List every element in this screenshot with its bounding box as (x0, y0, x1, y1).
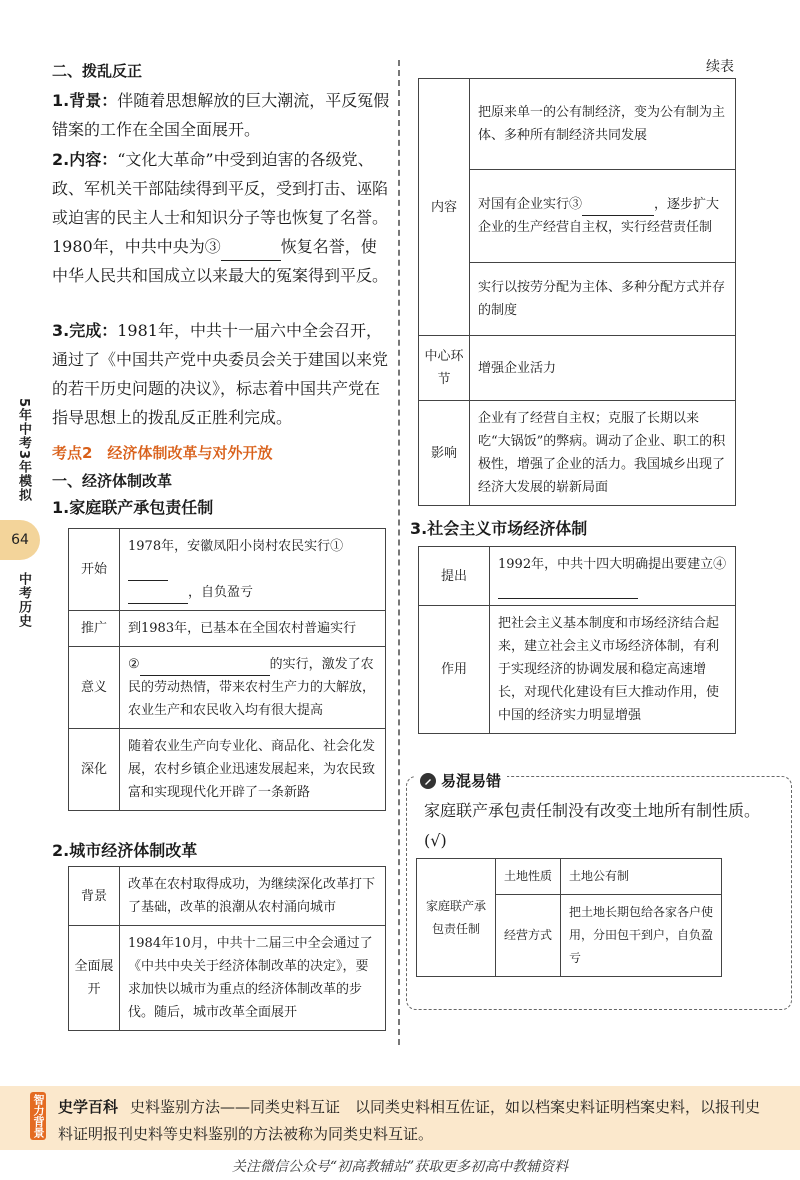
book-title-vertical: 5年中考3年模拟 (16, 398, 31, 503)
item-text: 恢复名誉，使中华人民共和国成立以来最大的冤案得到平反。 (52, 237, 389, 285)
cell-key: 土地性质 (496, 859, 561, 895)
row-label: 作用 (419, 606, 490, 734)
row-label: 影响 (419, 401, 470, 506)
subheading-economic-reform: 一、经济体制改革 (52, 472, 173, 490)
row-value: 对国有企业实行③ ，逐步扩大企业的生产经营自主权，实行经营责任制 (470, 170, 736, 263)
footer-tag: 智力背景 (32, 1094, 45, 1138)
cell-key: 经营方式 (496, 895, 561, 977)
fill-blank-1a[interactable] (128, 562, 168, 581)
row-label: 深化 (69, 729, 120, 811)
subheading-urban-reform: 2.城市经济体制改革 (52, 841, 198, 860)
column-divider (398, 60, 400, 1045)
row-value: ② 的实行，激发了农民的劳动热情，带来农村生产力的大解放，农业生产和农民收入均有很大提高 (120, 647, 386, 729)
subject-vertical: 中考历史 (16, 572, 31, 628)
item-content (52, 145, 390, 290)
fill-blank-3b[interactable] (582, 197, 654, 216)
footer-label: 史学百科 (58, 1098, 119, 1116)
table-urban-content (418, 78, 736, 506)
kaodian-heading: 考点2 经济体制改革与对外开放 (52, 444, 273, 462)
table-row (69, 529, 386, 611)
row-label: 背景 (69, 867, 120, 926)
fill-blank-4[interactable] (498, 580, 638, 599)
table-row (419, 336, 736, 401)
table-urban-reform (68, 866, 386, 1031)
table-confusion (416, 858, 722, 977)
row-label: 开始 (69, 529, 120, 611)
item-lead: 2.内容： (52, 150, 118, 169)
item-background (52, 86, 390, 144)
table-row (417, 859, 722, 895)
footer-text (58, 1094, 768, 1148)
fill-blank-3[interactable] (221, 242, 281, 261)
item-completion (52, 316, 390, 432)
row-value: 到1983年，已基本在全国农村普遍实行 (120, 611, 386, 647)
confusion-statement: 家庭联产承包责任制没有改变土地所有制性质。(√) (424, 801, 761, 850)
item-lead: 3.完成： (52, 321, 118, 340)
row-value: 增强企业活力 (470, 336, 736, 401)
row-value: 企业有了经营自主权；克服了长期以来吃“大锅饭”的弊病。调动了企业、职工的积极性，增强了企业的活力。我国城乡出现了经济大发展的崭新局面 (470, 401, 736, 506)
row-label: 中心环节 (419, 336, 470, 401)
item-text: “文化大革命”中受到迫害的各级党、政、军机关干部陆续得到平反，受到打击、诬陷或迫害的民主人士和知识分子等也恢复了名誉。1980年，中共中央为③ (52, 150, 389, 256)
row-label: 全面展开 (69, 926, 120, 1031)
footer-note: 关注微信公众号“初高教辅站”获取更多初高中教辅资料 (231, 1159, 569, 1175)
row-value: 把社会主义基本制度和市场经济结合起来，建立社会主义市场经济体制，有利于实现经济的协调发展和稳定高速增长，对现代化建设有巨大推动作用，使中国的经济实力明显增强 (490, 606, 736, 734)
page-number: 64 (0, 520, 40, 560)
row-label: 提出 (419, 547, 490, 606)
row-value: 把原来单一的公有制经济，变为公有制为主体、多种所有制经济共同发展 (470, 79, 736, 170)
row-value: 1984年10月，中共十二届三中全会通过了《中共中央关于经济体制改革的决定》，要求加快以城市为重点的经济体制改革的步伐。随后，城市改革全面展开 (120, 926, 386, 1031)
footer-body: 史料鉴别方法——同类史料互证 以同类史料相互佐证，如以档案史料证明档案史料，以报刊史料证明报刊史料等史料鉴别的方法被称为同类史料互证。 (58, 1098, 761, 1143)
fill-blank-1b[interactable] (128, 585, 188, 604)
row-label: 家庭联产承包责任制 (417, 859, 496, 977)
row-value: 实行以按劳分配为主体、多种分配方式并存的制度 (470, 263, 736, 336)
row-label: 内容 (419, 79, 470, 336)
row-label: 推广 (69, 611, 120, 647)
table-row (419, 547, 736, 606)
subheading-household-contract: 1.家庭联产承包责任制 (52, 498, 214, 517)
pencil-icon (420, 773, 436, 789)
item-lead: 1.背景： (52, 91, 118, 110)
table-row (69, 867, 386, 926)
table-household-contract (68, 528, 386, 811)
cell-value: 把土地长期包给各家各户使用，分田包干到户，自负盈亏 (561, 895, 722, 977)
row-value: 随着农业生产向专业化、商品化、社会化发展，农村乡镇企业迅速发展起来，为农民致富和实现现代化开辟了一条新路 (120, 729, 386, 811)
table-row (419, 401, 736, 506)
row-label: 意义 (69, 647, 120, 729)
table-row (419, 606, 736, 734)
fill-blank-2[interactable] (140, 657, 270, 676)
item-text: 1981年，中共十一届六中全会召开，通过了《中国共产党中央委员会关于建国以来党的若干历史问题的决议》，标志着中国共产党在指导思想上的拨乱反正胜利完成。 (52, 321, 389, 427)
table-row (69, 729, 386, 811)
row-value: 改革在农村取得成功，为继续深化改革打下了基础，改革的浪潮从农村涌向城市 (120, 867, 386, 926)
table-row (69, 647, 386, 729)
cell-value: 土地公有制 (561, 859, 722, 895)
table-row (69, 611, 386, 647)
table-row (419, 79, 736, 170)
continued-label: 续表 (706, 59, 734, 75)
table-row (69, 926, 386, 1031)
confusion-title: 易混易错 (414, 770, 507, 791)
row-value: 1992年，中共十四大明确提出要建立④ (490, 547, 736, 606)
subheading-market-economy: 3.社会主义市场经济体制 (410, 519, 588, 538)
item-text: 伴随着思想解放的巨大潮流，平反冤假错案的工作在全国全面展开。 (52, 91, 390, 139)
row-value: 1978年，安徽凤阳小岗村农民实行① ，自负盈亏 (120, 529, 386, 611)
table-market-economy (418, 546, 736, 734)
section-title-bolan: 二、拨乱反正 (52, 62, 143, 80)
